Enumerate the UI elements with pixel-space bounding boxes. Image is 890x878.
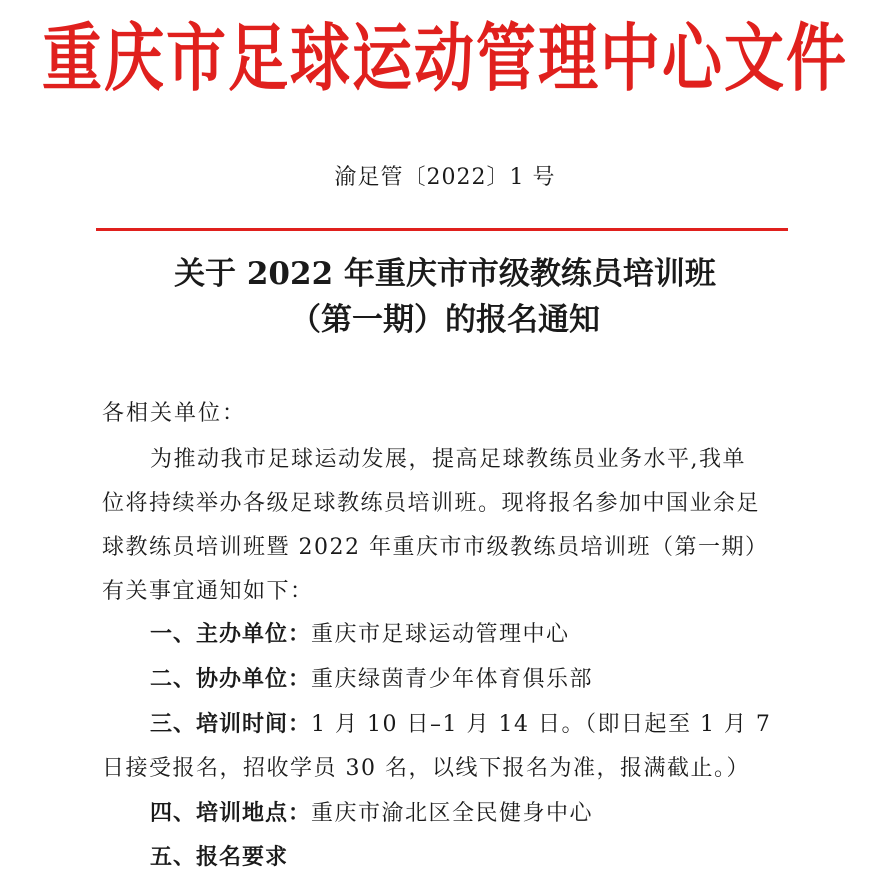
intro-line-2: 位将持续举办各级足球教练员培训班。现将报名参加中国业余足 [102,491,761,516]
item-training-location [150,799,593,829]
intro-line-4: 有关事宜通知如下： [102,579,314,604]
document-header-title: 重庆市足球运动管理中心文件 [42,16,848,102]
item-training-time-continuation [102,754,750,784]
item-training-time [150,710,771,740]
item-label: 一、主办单位： [150,622,312,647]
item-registration-requirements [150,843,288,873]
item-value: 重庆市渝北区全民健身中心 [311,801,594,826]
item-label: 二、协办单位： [150,667,312,692]
document-number: 渝足管〔2022〕1 号 [334,165,556,190]
notice-title-line-1: 关于 2022 年重庆市市级教练员培训班 [174,256,716,292]
item-organizer [150,620,570,650]
salutation: 各相关单位： [102,401,247,426]
intro-line-1: 为推动我市足球运动发展，提高足球教练员业务水平,我单 [150,447,746,472]
item-label: 五、报名要求 [150,845,289,870]
item-value: 重庆市足球运动管理中心 [311,622,570,647]
item-value: 1 月 10 日–1 月 14 日。（即日起至 1 月 7 [311,712,772,737]
intro-line-3: 球教练员培训班暨 2022 年重庆市市级教练员培训班（第一期） [102,535,769,560]
header-divider [96,228,788,231]
notice-title-line-2: （第一期）的报名通知 [290,302,600,338]
item-label: 四、培训地点： [150,801,312,826]
item-value: 重庆绿茵青少年体育俱乐部 [311,667,594,692]
item-label: 三、培训时间： [150,712,312,737]
item-co-organizer [150,665,593,695]
item-value-continuation: 日接受报名，招收学员 30 名，以线下报名为准，报满截止。） [102,756,750,781]
